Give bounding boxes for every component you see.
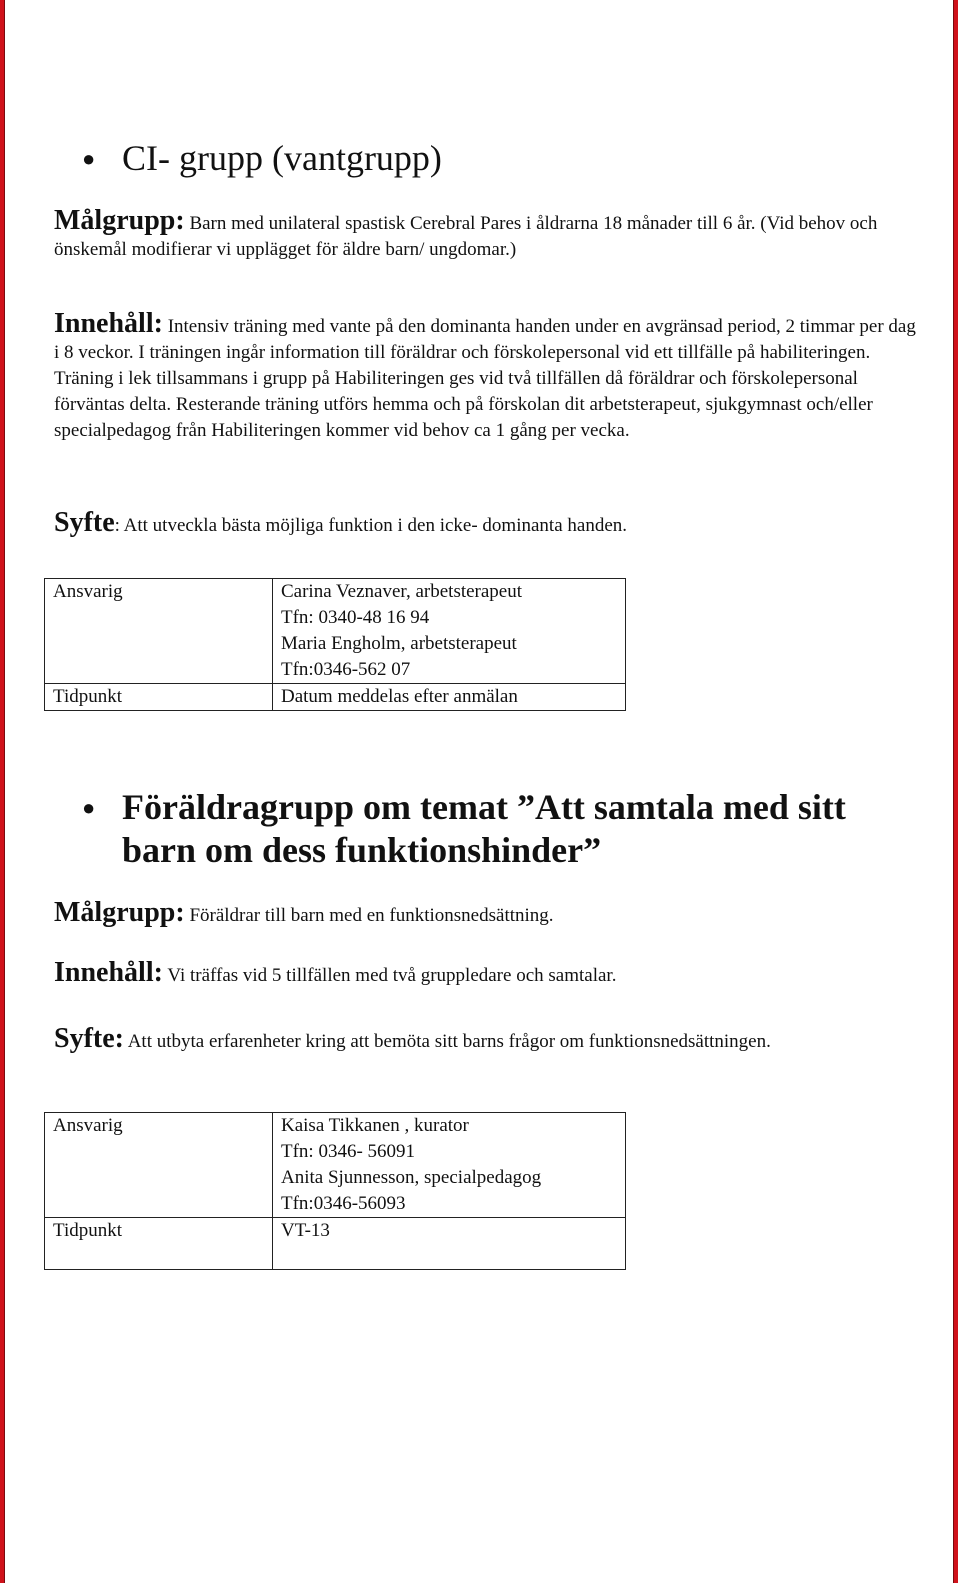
tidpunkt-value: VT-13 xyxy=(273,1218,626,1270)
page-border-right xyxy=(954,0,958,1583)
ansvarig-contacts xyxy=(273,1113,626,1218)
ansvarig-label: Ansvarig xyxy=(45,579,273,684)
contact-line: Tfn: 0340-48 16 94 xyxy=(281,607,430,628)
innehall-text: Intensiv träning med vante på den dominanta handen under en avgränsad period, 2 timmar per dag i 8 veckor. I träningen ingår information till föräldrar och förskolepersonal vid ett tillfälle på habiliteringen. Träning i lek tillsammans i grupp på Habiliteringen ges vid två tillfällen då föräldrar och förskolepersonal förväntas delta. Resterande träning utförs hemma och på förskolan dit arbetsterapeut, sjukgymnast och/eller specialpedagog från Habiliteringen kommer vid behov ca 1 gång per vecka. xyxy=(54,316,916,441)
syfte-label: Syfte: xyxy=(54,1023,124,1054)
section1-innehall xyxy=(54,308,924,444)
syfte-label: Syfte xyxy=(54,507,115,538)
malgrupp-text: Barn med unilateral spastisk Cerebral Pares i åldrarna 18 månader till 6 år. (Vid behov och önskemål modifierar vi upplägget för äldre barn/ ungdomar.) xyxy=(54,213,878,260)
malgrupp-text: Föräldrar till barn med en funktionsnedsättning. xyxy=(189,905,554,926)
bullet-icon: ● xyxy=(82,146,96,171)
bullet-icon: ● xyxy=(82,795,96,820)
section2-syfte xyxy=(54,1023,924,1055)
section2-innehall xyxy=(54,957,924,989)
syfte-text: : Att utveckla bästa möjliga funktion i den icke- dominanta handen. xyxy=(114,515,627,536)
innehall-label: Innehåll: xyxy=(54,308,163,339)
table-row xyxy=(45,1218,626,1270)
section1-title: CI- grupp (vantgrupp) xyxy=(122,138,442,178)
contact-line: Maria Engholm, arbetsterapeut xyxy=(281,633,517,654)
table-row xyxy=(45,684,626,711)
ansvarig-label: Ansvarig xyxy=(45,1113,273,1218)
table-row xyxy=(45,1113,626,1218)
section1-malgrupp xyxy=(54,205,924,263)
contact-line: Anita Sjunnesson, specialpedagog xyxy=(281,1167,542,1188)
contact-line: Tfn:0346-562 07 xyxy=(281,659,411,680)
innehall-label: Innehåll: xyxy=(54,957,163,988)
malgrupp-label: Målgrupp: xyxy=(54,205,185,236)
contact-line: Tfn: 0346- 56091 xyxy=(281,1141,416,1162)
contact-line: Tfn:0346-56093 xyxy=(281,1193,406,1214)
innehall-text: Vi träffas vid 5 tillfällen med två gruppledare och samtalar. xyxy=(167,965,617,986)
tidpunkt-label: Tidpunkt xyxy=(45,1218,273,1270)
malgrupp-label: Målgrupp: xyxy=(54,897,185,928)
section1-info-table xyxy=(44,578,626,711)
table-row xyxy=(45,579,626,684)
section2-malgrupp xyxy=(54,897,924,929)
tidpunkt-label: Tidpunkt xyxy=(45,684,273,711)
section2-info-table xyxy=(44,1112,626,1270)
page-border-left xyxy=(0,0,4,1583)
section1-heading xyxy=(82,137,922,180)
section2-title: Föräldragrupp om temat ”Att samtala med sitt barn om dess funktionshinder” xyxy=(122,787,846,870)
ansvarig-contacts xyxy=(273,579,626,684)
syfte-text: Att utbyta erfarenheter kring att bemöta sitt barns frågor om funktionsnedsättningen. xyxy=(127,1031,771,1052)
contact-line: Carina Veznaver, arbetsterapeut xyxy=(281,581,523,602)
tidpunkt-value: Datum meddelas efter anmälan xyxy=(273,684,626,711)
contact-line: Kaisa Tikkanen , kurator xyxy=(281,1115,469,1136)
section2-heading xyxy=(82,786,922,872)
section1-syfte xyxy=(54,507,924,539)
